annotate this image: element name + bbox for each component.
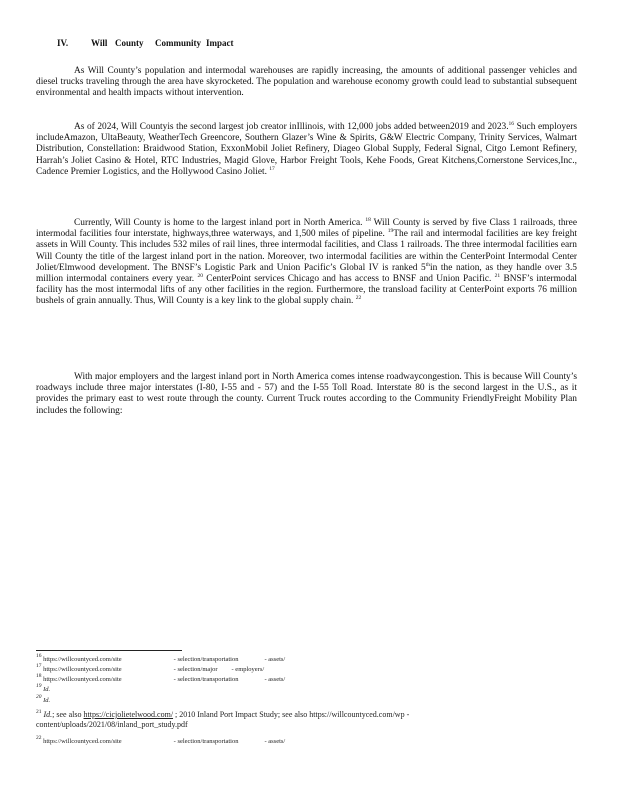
footnote-text: - selection/transportation [173,656,239,663]
footnote-number: 19 [36,683,42,689]
footnote-19 [36,683,51,694]
paragraph-text: The rail and intermodal facilities are key freight assets in Will County. This includes 532 miles of rail lines, three intermodal facilities, and Class 1 railroads. The three intermodal facilities earn Will County the title of the largest inland port in the nation. Moreover, two intermodal facilities are within the CenterPoint Intermodal Center Joliet/Elmwood development. The BNSF’s Logistic Park and Union Pacific’s Global IV is ranked 5 [36,229,578,273]
footnote-ref[interactable]: 20 [197,273,203,280]
footnote-link[interactable]: https://willcountyced.com/wp - [309,710,410,719]
paragraph-2 [36,122,577,178]
footnote-number: 21 [36,709,42,715]
footnote-16 [36,653,286,664]
footnote-ref[interactable]: 19 [387,228,394,235]
footnote-text: - selection/major [173,666,218,673]
paragraph-3 [36,218,577,308]
paragraph-text: in the nation, as they handle over 3.5 million intermodal containers every year. [36,262,577,285]
footnote-20 [36,694,51,705]
paragraph-1 [36,66,577,100]
heading-word: Impact [206,38,234,48]
footnote-link[interactable]: https://cicjolietelwood.com/ [83,710,174,719]
paragraph-text: CenterPoint services Chicago and has access to BNSF and Union Pacific. [206,274,492,285]
footnote-text: - assets/ [264,738,286,745]
footnote-text: - selection/transportation [173,676,239,683]
footnote-text: Id. [43,697,51,704]
footnote-link[interactable]: https://willcountyced.com/site [43,738,122,745]
footnote-text: Id. [43,686,51,693]
footnote-link[interactable]: https://willcountyced.com/site [43,666,122,673]
footnote-ref[interactable]: 17 [269,165,275,172]
footnote-text: - employers/ [231,666,265,673]
footnote-text: - assets/ [264,676,286,683]
paragraph-text: Currently, Will County is home to the largest inland port in North America. [74,218,363,228]
heading-word: County [115,38,144,48]
footnote-link[interactable]: content/uploads/2021/08/inland_port_study.pdf [36,720,188,729]
paragraph-text: Such employers includeAmazon, UltaBeauty, WeatherTech Greencore, Southern Glazer’s Wine & Spirits, G&W Electric Company, Trinity Services, Walmart Distribution, Constellation: Braidwood Station, ExxonMobil Joliet Refinery, Diageo Global Supply, Federal Signal, Citgo Lemont Refinery, Harrah’s Joliet Casino & Hotel, RTC Industries, Magid Glove, Harbor Freight Tools, Kehe Foods, Great Kitchens,Cornerstone Services,Inc., Cadence Premier Logistics, and the Hollywood Casino Joliet. [36,122,577,177]
paragraph-text: As of 2024, Will Countyis the second largest job creator inIllinois, with 12,000 jobs added between2019 and 2023. [74,122,509,132]
footnote-22 [36,735,286,746]
footnote-18 [36,673,286,684]
footnote-17 [36,663,265,674]
footnote-text: ; see also [52,710,82,719]
footnote-ref[interactable]: 22 [355,295,362,302]
paragraph-text: As Will County’s population and intermodal warehouses are rapidly increasing, the amounts of additional passenger vehicles and diesel trucks traveling through the area have skyrocketed. The population and warehouse economy growth could lead to substantial subsequent environmental and health impacts without intervention. [36,66,577,99]
footnote-ref[interactable]: 21 [494,273,501,280]
section-number: IV. [57,38,69,48]
ordinal-suffix: th [425,261,431,268]
paragraph-text: BNSF’s intermodal facility has the most intermodal lifts of any other facilities in the region. Furthermore, the transload facility at CenterPoint exports 76 million bushels of grain annually. Thus, Will County is a key link to the global supply chain. [36,274,578,307]
footnote-number: 22 [36,735,42,741]
paragraph-4 [36,372,577,417]
footnote-text: Id. [43,710,53,719]
footnote-number: 17 [36,663,42,669]
footnote-text: - assets/ [264,656,286,663]
footnote-21 [36,710,556,730]
heading-word: Community [155,38,202,48]
footnote-number: 18 [36,673,42,679]
footnote-separator [36,650,182,651]
heading-word: Will [91,38,108,48]
footnote-text: ; 2010 Inland Port Impact Study; see also [175,710,308,719]
footnote-ref[interactable]: 18 [365,217,371,223]
section-heading [57,38,234,48]
footnote-link[interactable]: https://willcountyced.com/site [43,676,122,683]
footnote-number: 16 [36,653,42,659]
footnote-link[interactable]: https://willcountyced.com/site [43,656,122,663]
paragraph-text: Will County is served by five Class 1 railroads, three intermodal facilities four interstate, highways,three waterways, and 1,500 miles of pipeline. [36,218,577,240]
footnote-text: - selection/transportation [173,738,239,745]
footnote-ref[interactable]: 16 [508,121,515,127]
footnote-number: 20 [36,694,42,700]
paragraph-text: With major employers and the largest inland port in North America comes intense roadwaycongestion. This is because Will County’s roadways include three major interstates (I-80, I-55 and - 57) and the I-55 Toll Road. Interstate 80 is the second largest in the U.S., as it provides the primary east to west route through the county. Current Truck routes according to the Community FriendlyFreight Mobility Plan includes the following: [36,372,577,416]
